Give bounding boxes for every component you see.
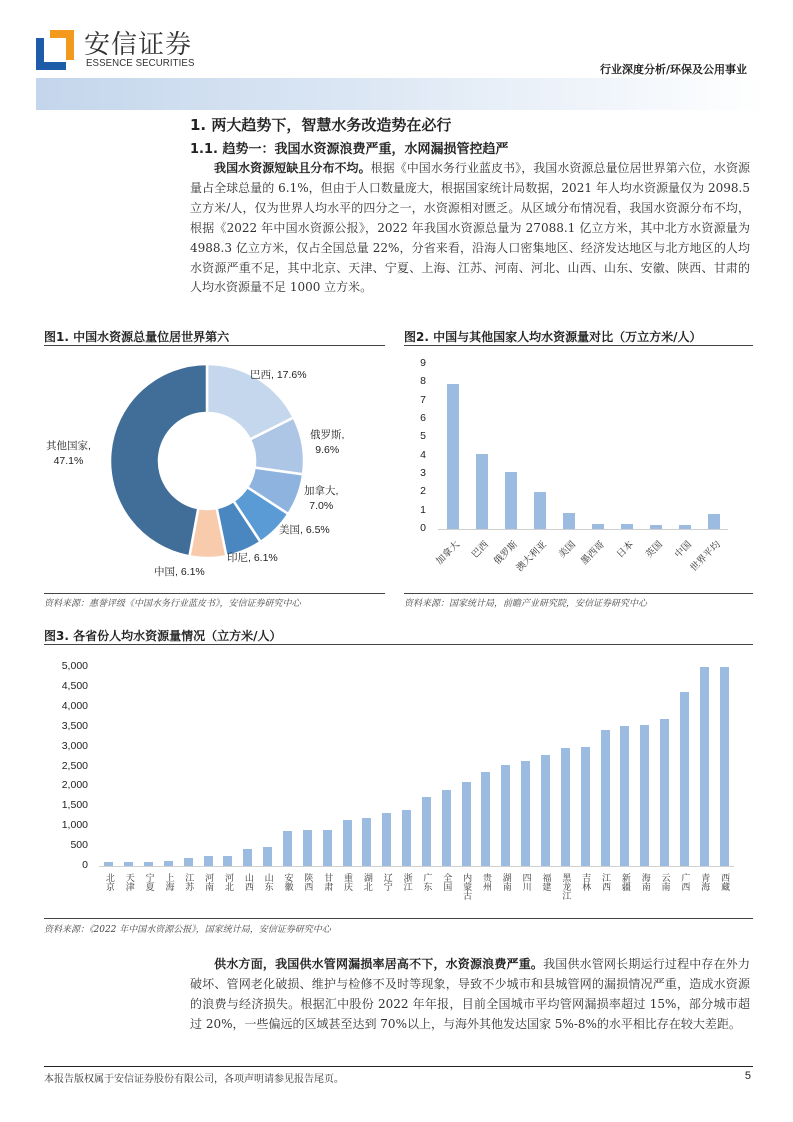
pie-label-usa: 美国, 6.5% (279, 524, 330, 536)
report-category: 行业深度分析/环保及公用事业 (599, 63, 747, 76)
donut-svg (44, 346, 385, 592)
bar-重庆 (343, 820, 352, 866)
bar-江苏 (184, 858, 193, 866)
x-tick-label: 墨西哥 (578, 539, 607, 568)
x-tick-label: 全国 (441, 873, 452, 891)
bar-美国 (563, 513, 575, 530)
bar-山东 (263, 847, 272, 866)
y-tick-label: 3,000 (61, 739, 88, 752)
x-tick-label: 江苏 (183, 873, 194, 891)
y-tick-label: 4,500 (61, 679, 88, 692)
donut-slice-6 (110, 364, 207, 556)
pie-value-others: 47.1% (53, 455, 84, 467)
x-tick-label: 青海 (699, 873, 710, 891)
pie-label-others: 其他国家, 47.1% (46, 440, 91, 467)
pie-label-russia: 俄罗斯, 9.6% (310, 429, 345, 456)
bar-黑龙江 (561, 748, 570, 866)
bar-俄罗斯 (505, 472, 517, 529)
x-tick-label: 内蒙古 (461, 873, 472, 900)
section-heading: 1. 两大趋势下，智慧水务改造势在必行 (190, 116, 452, 134)
logo-cn-text: 安信证券 (84, 30, 193, 60)
x-tick-label: 湖北 (361, 873, 372, 891)
footer-disclaimer: 本报告版权属于安信证券股份有限公司，各项声明请参见报告尾页。 (44, 1074, 344, 1085)
y-tick-label: 1 (420, 503, 426, 516)
paragraph-pipe-leakage (190, 955, 750, 1035)
bar-加拿大 (447, 384, 459, 529)
x-tick-label: 湖南 (500, 873, 511, 891)
bar-吉林 (581, 747, 590, 866)
pie-value-russia: 9.6% (315, 444, 340, 456)
fig1-bottom-rule (44, 593, 385, 594)
x-tick-label: 河南 (203, 873, 214, 891)
pie-label-canada: 加拿大, 7.0% (304, 485, 339, 512)
y-tick-label: 0 (82, 859, 88, 871)
subsection-heading: 1.1. 趋势一：我国水资源浪费严重，水网漏损管控趋严 (190, 142, 509, 157)
bar-海南 (640, 725, 649, 866)
y-tick-label: 5,000 (61, 660, 88, 672)
bar-世界平均 (708, 514, 720, 529)
bar-山西 (243, 849, 252, 866)
x-tick-label: 贵州 (480, 873, 491, 891)
fig1-source: 资料来源：惠誉评级《中国水务行业蓝皮书》，安信证券研究中心 (44, 599, 301, 609)
x-tick-label: 世界平均 (687, 539, 723, 574)
x-tick-label: 日本 (614, 539, 636, 561)
y-tick-label: 9 (420, 357, 426, 369)
x-tick-label: 四川 (520, 873, 531, 891)
x-tick-label: 俄罗斯 (491, 539, 520, 568)
bar-安徽 (283, 831, 292, 866)
bar-湖北 (362, 818, 371, 866)
fig2-source: 资料来源：国家统计局，前瞻产业研究院，安信证券研究中心 (404, 599, 648, 609)
bar-江西 (601, 730, 610, 866)
fig2-bottom-rule (404, 593, 753, 594)
y-tick-label: 1,500 (61, 799, 88, 812)
x-tick-label: 天津 (123, 873, 134, 891)
bar-浙江 (402, 810, 411, 866)
fig3-x-axis-line (99, 866, 734, 867)
y-tick-label: 0 (420, 522, 426, 534)
y-tick-label: 3 (420, 467, 426, 479)
bar-河北 (223, 856, 232, 866)
y-tick-label: 7 (420, 393, 426, 406)
fig3-bar-chart (44, 645, 753, 917)
pie-label-brazil: 巴西, 17.6% (250, 369, 307, 381)
x-tick-label: 江西 (600, 873, 611, 891)
x-tick-label: 新疆 (619, 873, 630, 891)
x-tick-label: 吉林 (580, 873, 591, 891)
fig1-donut-chart (44, 346, 385, 592)
x-tick-label: 重庆 (342, 873, 353, 891)
fig3-source: 资料来源：《2022 年中国水资源公报》，国家统计局，安信证券研究中心 (44, 925, 331, 935)
x-tick-label: 海南 (639, 873, 650, 891)
x-tick-label: 上海 (163, 873, 174, 891)
y-tick-label: 4 (420, 448, 426, 461)
fig2-bar-chart (404, 346, 753, 592)
bar-陕西 (303, 830, 312, 866)
x-tick-label: 广东 (421, 873, 432, 891)
bar-甘肃 (323, 830, 332, 866)
x-tick-label: 北京 (103, 873, 114, 891)
logo-icon (36, 30, 74, 70)
header-band (36, 78, 766, 110)
y-tick-label: 2 (420, 485, 426, 498)
bar-澳大利亚 (534, 492, 546, 529)
y-tick-label: 3,500 (61, 719, 88, 732)
x-tick-label: 安徽 (282, 873, 293, 891)
x-tick-label: 澳大利亚 (513, 539, 549, 574)
x-tick-label: 陕西 (302, 873, 313, 891)
y-tick-label: 2,000 (61, 779, 88, 792)
bar-巴西 (476, 454, 488, 529)
y-tick-label: 5 (420, 430, 426, 443)
fig3-bottom-rule (44, 918, 753, 919)
bar-湖南 (501, 765, 510, 866)
x-tick-label: 美国 (556, 539, 578, 561)
y-tick-label: 2,500 (61, 759, 88, 772)
x-tick-label: 福建 (540, 873, 551, 891)
bar-全国 (442, 790, 451, 866)
fig2-title: 图2. 中国与其他国家人均水资源量对比（万立方米/人） (404, 330, 702, 344)
x-tick-label: 加拿大 (433, 539, 462, 568)
x-tick-label: 辽宁 (381, 873, 392, 891)
y-tick-label: 8 (420, 375, 426, 388)
y-tick-label: 1,000 (61, 819, 88, 832)
x-tick-label: 河北 (222, 873, 233, 891)
pie-label-china: 中国, 6.1% (154, 566, 205, 578)
bar-贵州 (481, 772, 490, 866)
paragraph-water-shortage (190, 159, 750, 298)
bar-西藏 (720, 667, 729, 866)
para2-lead: 供水方面，我国供水管网漏损率居高不下，水资源浪费严重。 (214, 957, 544, 971)
x-tick-label: 山东 (262, 873, 273, 891)
para2-body: 我国供水管网长期运行过程中存在外力破坏、管网老化破损、维护与检修不及时等现象，导致不少城市和县城管网的漏损情况严重，造成水资源的浪费与经济损失。根据汇中股份 2022 年年报，目前全国城市平均管网漏损率超过 15%，部分城市超过 20%，一些偏远的区域甚至达到 70%以上，与海外其他发达国家 5%-8%的水平相比存在较大差距。 (190, 957, 750, 1031)
x-tick-label: 中国 (672, 539, 694, 561)
bar-福建 (541, 755, 550, 866)
x-tick-label: 黑龙江 (560, 873, 571, 900)
x-tick-label: 山西 (242, 873, 253, 891)
fig1-title: 图1. 中国水资源总量位居世界第六 (44, 330, 230, 344)
x-tick-label: 甘肃 (322, 873, 333, 891)
logo-en-text: ESSENCE SECURITIES (86, 57, 195, 69)
x-tick-label: 宁夏 (143, 873, 154, 891)
bar-广东 (422, 797, 431, 866)
fig3-title: 图3. 各省份人均水资源量情况（立方米/人） (44, 629, 282, 643)
pie-label-indonesia: 印尼, 6.1% (227, 552, 278, 564)
bar-广西 (680, 692, 689, 866)
pie-value-canada: 7.0% (309, 500, 334, 512)
bar-河南 (204, 856, 213, 866)
x-tick-label: 浙江 (401, 873, 412, 891)
fig2-x-axis-line (438, 529, 728, 530)
y-tick-label: 500 (70, 839, 88, 852)
x-tick-label: 西藏 (719, 873, 730, 891)
y-tick-label: 4,000 (61, 699, 88, 712)
bar-新疆 (620, 726, 629, 866)
para1-body: 根据《中国水务行业蓝皮书》，我国水资源总量位居世界第六位，水资源量占全球总量的 6.1%，但由于人口数量庞大，根据国家统计局数据，2021 年人均水资源量仅为 2098.5 立方米/人，仅为世界人均水平的四分之一，水资源相对匮乏。从区域分布情况看，我国水资源分布不均，根据《2022 年中国水资源公报》，2022 年我国水资源总量为 27088.1 亿立方米，其中北方水资源量为 4988.3 亿立方米，仅占全国总量 22%，分省来看，沿海人口密集地区、经济发达地区与北方地区的人均水资源严重不足，其中北京、天津、宁夏、上海、江苏、河南、河北、山西、山东、安徽、陕西、甘肃的人均水资源量不足 1000 立方米。 (190, 161, 750, 295)
bar-四川 (521, 761, 530, 866)
bar-青海 (700, 667, 709, 866)
x-tick-label: 巴西 (469, 539, 491, 561)
bar-辽宁 (382, 813, 391, 866)
bar-内蒙古 (462, 782, 471, 866)
page-number: 5 (744, 1070, 751, 1082)
y-tick-label: 6 (420, 412, 426, 424)
x-tick-label: 云南 (659, 873, 670, 891)
footer-rule (44, 1066, 753, 1067)
x-tick-label: 英国 (643, 539, 665, 561)
x-tick-label: 广西 (679, 873, 690, 891)
para1-lead: 我国水资源短缺且分布不均。 (214, 161, 371, 175)
bar-云南 (660, 719, 669, 866)
